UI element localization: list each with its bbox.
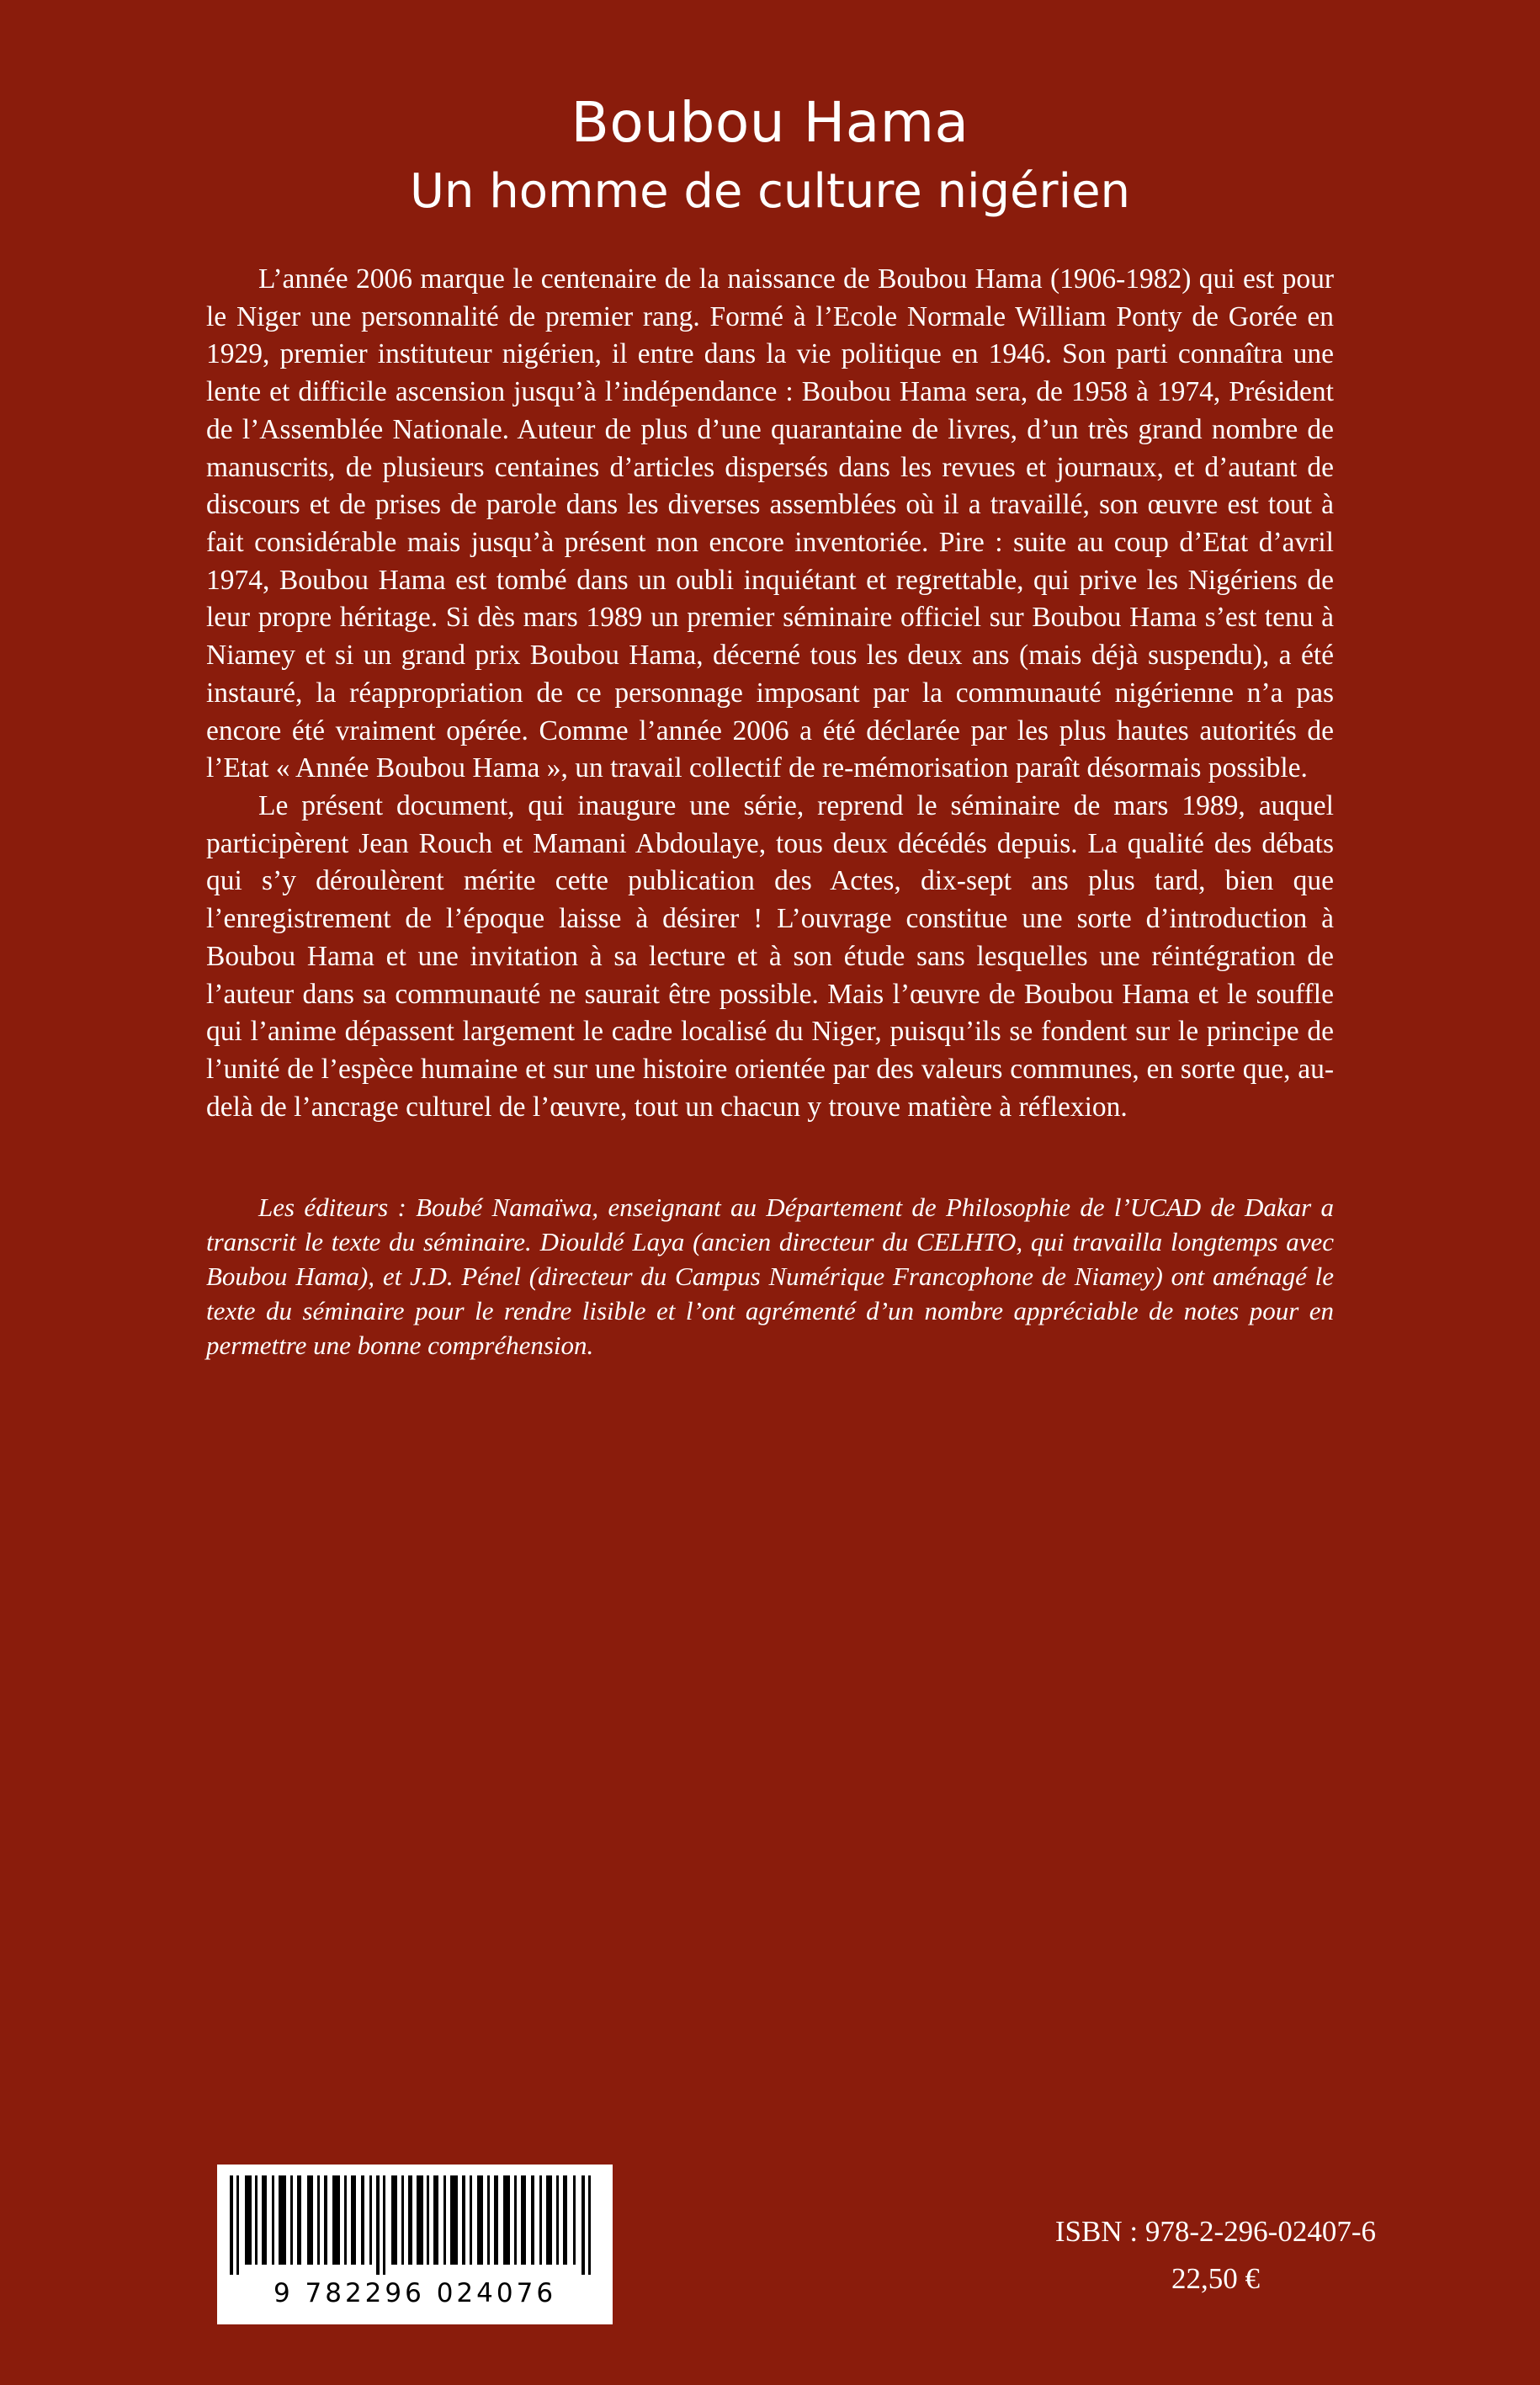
price-text: 22,50 € [1171,2262,1260,2295]
blurb-paragraph-2: Le présent document, qui inaugure une série, reprend le séminaire de mars 1989, auquel participèrent Jean Rouch et Mamani Abdoulaye, tous deux décédés depuis. La qualité des débats qui s’y déroulèrent mérite cette publication des Actes, dix-sept ans plus tard, bien que l’enregistrement de l’époque laisse à désirer ! L’ouvrage constitue une sorte d’introduction à Boubou Hama et une invitation à sa lecture et à son étude sans lesquelles une réintégration de l’auteur dans sa communauté ne saurait être possible. Mais l’œuvre de Boubou Hama et le souffle qui l’anime dépassent largement le cadre localisé du Niger, puisqu’ils se fondent sur le principe de l’unité de l’espèce humaine et sur une histoire orientée par des valeurs communes, en sorte que, au-delà de l’ancrage culturel de l’œuvre, tout un chacun y trouve matière à réflexion. [206,790,1334,1123]
blurb-paragraph-1: L’année 2006 marque le centenaire de la naissance de Boubou Hama (1906-1982) qui est pour le Niger une personnalité de premier rang. Formé à l’Ecole Normale William Ponty de Gorée en 1929, premier instituteur nigérien, il entre dans la vie politique en 1946. Son parti connaîtra une lente et difficile ascension jusqu’à l’indépendance : Boubou Hama sera, de 1958 à 1974, Président de l’Assemblée Nationale. Auteur de plus d’une quarantaine de livres, d’un très grand nombre de manuscrits, de plusieurs centaines d’articles dispersés dans les revues et journaux, et d’autant de discours et de prises de parole dans les diverses assemblées où il a travaillé, son œuvre est tout à fait considérable mais jusqu’à présent non encore inventoriée. Pire : suite au coup d’Etat d’avril 1974, Boubou Hama est tombé dans un oubli inquiétant et regrettable, qui prive les Nigériens de leur propre héritage. Si dès mars 1989 un premier séminaire officiel sur Boubou Hama s’est tenu à Niamey et si un grand prix Boubou Hama, décerné tous les deux ans (mais déjà suspendu), a été instauré, la réappropriation de ce personnage imposant par la communauté nigérienne n’a pas encore été vraiment opérée. Comme l’année 2006 a été déclarée par les plus hautes autorités de l’Etat « Année Boubou Hama », un travail collectif de re-mémorisation paraît désormais possible. [206,263,1334,784]
cover-footer [0,2143,1540,2324]
page-subtitle: Un homme de culture nigérien [409,164,1131,220]
title-block [0,0,1540,219]
editors-note-text: Les éditeurs : Boubé Namaïwa, enseignant au Département de Philosophie de l’UCAD de Dakar a transcrit le texte du séminaire. Diouldé Laya (ancien directeur du CELHTO, qui travailla longtemps avec Boubou Hama), et J.D. Pénel (directeur du Campus Numérique Francophone de Niamey) ont aménagé le texte du séminaire pour le rendre lisible et l’ont agrémenté d’un nombre appréciable de notes pour en permettre une bonne compréhension. [206,1192,1334,1361]
page-title: Boubou Hama [571,90,969,155]
isbn-text: ISBN : 978-2-296-02407-6 [1054,2215,1376,2248]
blurb-text [206,261,1334,1127]
barcode-digits: 9 782296 024076 [273,2278,557,2308]
barcode-bars-icon [230,2175,600,2275]
editors-note [206,1190,1334,1363]
isbn-block [1055,2208,1376,2303]
barcode [217,2165,613,2324]
